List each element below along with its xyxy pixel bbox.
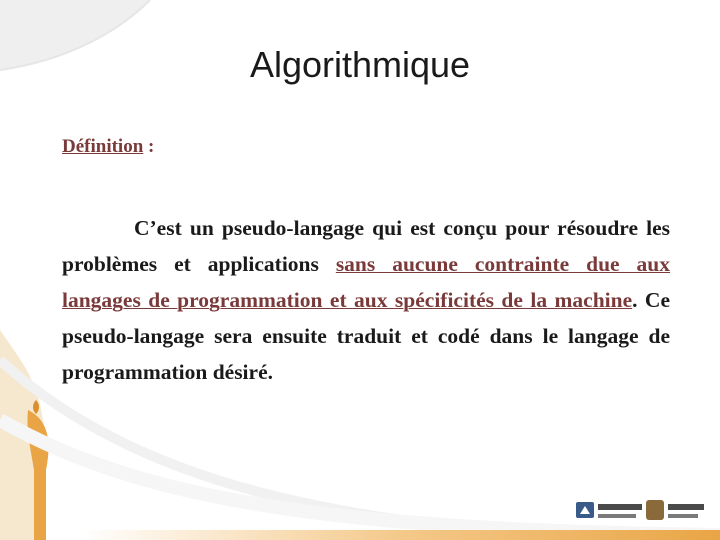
definition-paragraph	[62, 210, 670, 390]
definition-colon: :	[143, 136, 155, 157]
slide-title: Algorithmique	[249, 44, 471, 85]
paragraph-highlight: sans aucune contrainte due aux langages de programmation et aux spécificités de la machine	[62, 252, 670, 312]
definition-term: Définition	[62, 136, 144, 157]
paragraph-part-2: . Ce pseudo-langage sera ensuite traduit et codé dans le langage de programmation désiré.	[62, 288, 670, 384]
paragraph-part-1: C’est un pseudo-langage qui est conçu pour résoudre les problèmes et applications	[62, 216, 670, 276]
university-logo-icon	[576, 496, 706, 530]
definition-label	[62, 136, 154, 158]
